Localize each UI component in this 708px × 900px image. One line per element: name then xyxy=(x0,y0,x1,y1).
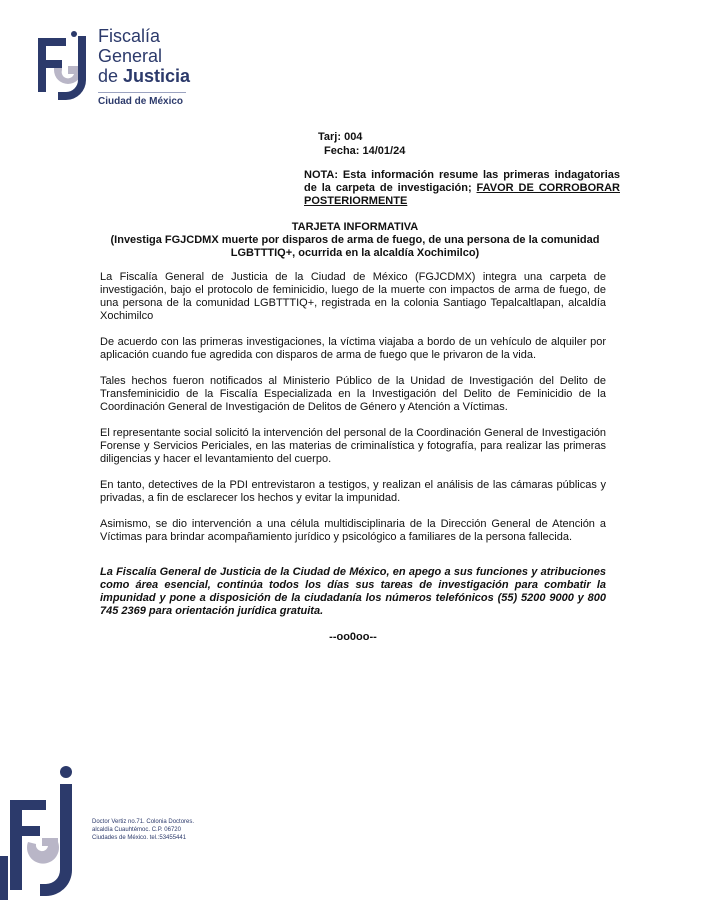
document-subtitle: (Investiga FGJCDMX muerte por disparos de arma de fuego, de una persona de la comunidad LGBTTTIQ+, ocurrida en la alcaldía Xochimilco) xyxy=(110,234,600,259)
logo-line-fiscalia: Fiscalía xyxy=(98,26,161,46)
document-heading xyxy=(100,221,610,260)
body-paragraph-3: Tales hechos fueron notificados al Ministerio Público de la Unidad de Investigación del Delito de Transfeminicidio de la Fiscalía Especializada en la Investigación del Delito de Feminicidio de la Coordinación General de Investigación de Delitos de Género y Atención a Víctimas. xyxy=(100,375,606,413)
footer-address-line-1: Doctor Vertiz no.71. Colonia Doctores. xyxy=(92,819,195,825)
footer-address xyxy=(92,818,194,842)
footer-emblem-icon xyxy=(0,760,92,900)
nota-text: NOTA: Esta información resume las primeras indagatorias de la carpeta de investigación; xyxy=(304,169,620,194)
document-meta xyxy=(318,130,405,158)
document-date: Fecha: 14/01/24 xyxy=(324,145,406,157)
logo-line-justicia xyxy=(98,66,190,86)
footer-address-line-3: Ciudades de México. tel.:53455441 xyxy=(92,835,187,841)
logo-line-bold: Justicia xyxy=(123,66,191,86)
closing-statement: La Fiscalía General de Justicia de la Ciudad de México, en apego a sus funciones y atribuciones como área esencial, continúa todos los días sus tareas de investigación para combatir la impunidad y pone a disposición de la ciudadanía los números telefónicos (55) 5200 9000 y 800 745 2369 para orientación jurídica gratuita. xyxy=(100,566,606,617)
body-paragraph-6: Asimismo, se dio intervención a una célula multidisciplinaria de la Dirección General de Atención a Víctimas para brindar acompañamiento jurídico y psicológico a familiares de la persona fallecida. xyxy=(100,518,606,543)
body-paragraph-4: El representante social solicitó la intervención del personal de la Coordinación General de Investigación Forense y Servicios Periciales, en las materias de criminalística y fotografía, para realizar las primeras diligencias y hacer el levantamiento del cuerpo. xyxy=(100,427,606,465)
document-end-mark: --oo0oo-- xyxy=(329,631,377,643)
body-paragraph-2: De acuerdo con las primeras investigaciones, la víctima viajaba a bordo de un vehículo de alquiler por aplicación cuando fue agredida con disparos de arma de fuego que le privaron de la vida. xyxy=(100,336,606,361)
document-title: TARJETA INFORMATIVA xyxy=(291,221,419,233)
logo-line-prefix: de xyxy=(98,66,124,86)
footer-address-line-2: alcaldía Cuauhtémoc. C.P. 06720 xyxy=(92,827,181,833)
document-body xyxy=(100,271,606,644)
nota-underlined: FAVOR DE CORROBORAR POSTERIORMENTE xyxy=(304,182,620,207)
fgj-logo xyxy=(28,20,198,107)
tarjeta-number: Tarj: 004 xyxy=(318,131,363,143)
logo-line-general: General xyxy=(98,46,163,66)
body-paragraph-1: La Fiscalía General de Justicia de la Ciudad de México (FGJCDMX) integra una carpeta de investigación, bajo el protocolo de feminicidio, luego de la muerte con impactos de arma de fuego, de una persona de la comunidad LGBTTTIQ+, registrada en la colonia Santiago Tepalcaltlapan, alcaldía Xochimilco xyxy=(100,271,606,322)
body-paragraph-5: En tanto, detectives de la PDI entrevistaron a testigos, y realizan el análisis de las cámaras públicas y privadas, a fin de esclarecer los hechos y evitar la impunidad. xyxy=(100,479,606,504)
fgj-emblem-icon xyxy=(28,30,92,102)
nota-block xyxy=(304,169,620,208)
logo-subtitle: Ciudad de México xyxy=(98,92,186,107)
